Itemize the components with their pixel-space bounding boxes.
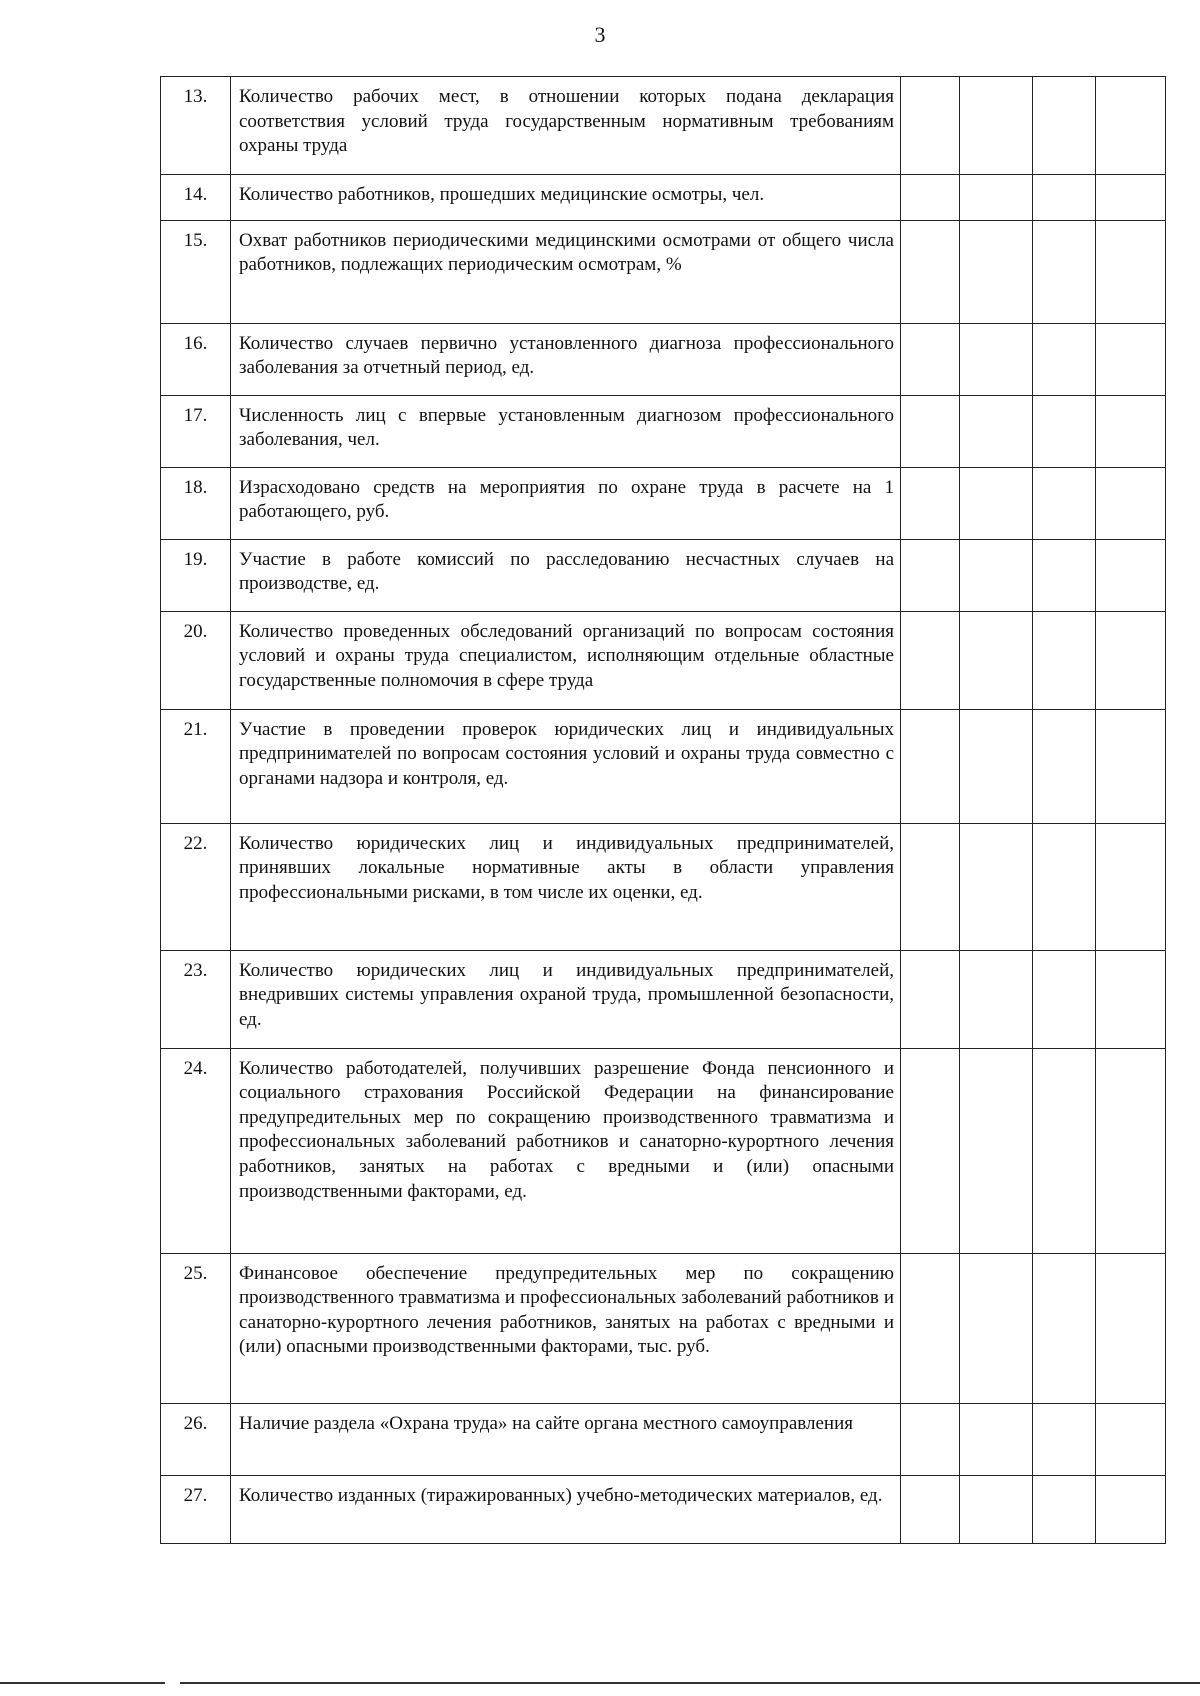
value-cell-3: [1033, 950, 1096, 1048]
value-cell-3: [1033, 1253, 1096, 1403]
indicator-description: Численность лиц с впервые установленным диагнозом профессионального заболевания, чел.: [231, 395, 901, 467]
value-cell-1: [901, 467, 960, 539]
value-cell-2: [960, 950, 1033, 1048]
value-cell-2: [960, 611, 1033, 709]
value-cell-2: [960, 395, 1033, 467]
value-cell-1: [901, 395, 960, 467]
value-cell-4: [1096, 709, 1166, 823]
table-row: [161, 395, 1166, 467]
value-cell-2: [960, 1475, 1033, 1543]
row-number: 26.: [161, 1403, 231, 1475]
value-cell-3: [1033, 323, 1096, 395]
page-number: 3: [594, 22, 606, 47]
row-number: 24.: [161, 1048, 231, 1253]
value-cell-4: [1096, 220, 1166, 323]
bottom-rule-left: [0, 1682, 165, 1684]
row-number: 15.: [161, 220, 231, 323]
value-cell-2: [960, 467, 1033, 539]
value-cell-1: [901, 823, 960, 950]
row-number: 19.: [161, 539, 231, 611]
value-cell-4: [1096, 950, 1166, 1048]
table-row: [161, 1475, 1166, 1543]
table-row: [161, 323, 1166, 395]
table-row: [161, 539, 1166, 611]
value-cell-1: [901, 1403, 960, 1475]
row-number: 23.: [161, 950, 231, 1048]
table-row: [161, 709, 1166, 823]
value-cell-2: [960, 77, 1033, 175]
value-cell-3: [1033, 77, 1096, 175]
table-row: [161, 1253, 1166, 1403]
value-cell-1: [901, 1253, 960, 1403]
table-row: [161, 950, 1166, 1048]
value-cell-3: [1033, 1475, 1096, 1543]
value-cell-3: [1033, 611, 1096, 709]
value-cell-1: [901, 77, 960, 175]
indicator-description: Количество юридических лиц и индивидуальных предпринимателей, внедривших системы управления охраной труда, промышленной безопасности, ед.: [231, 950, 901, 1048]
row-number: 16.: [161, 323, 231, 395]
table-row: [161, 823, 1166, 950]
value-cell-3: [1033, 175, 1096, 221]
row-number: 21.: [161, 709, 231, 823]
table-row: [161, 175, 1166, 221]
row-number: 25.: [161, 1253, 231, 1403]
indicators-table-body: [161, 77, 1166, 1544]
value-cell-2: [960, 323, 1033, 395]
value-cell-1: [901, 220, 960, 323]
row-number: 13.: [161, 77, 231, 175]
table-row: [161, 611, 1166, 709]
indicator-description: Участие в работе комиссий по расследованию несчастных случаев на производстве, ед.: [231, 539, 901, 611]
value-cell-1: [901, 323, 960, 395]
value-cell-2: [960, 220, 1033, 323]
indicators-table: [160, 76, 1166, 1544]
bottom-rule-right: [180, 1682, 1200, 1684]
row-number: 22.: [161, 823, 231, 950]
value-cell-4: [1096, 539, 1166, 611]
indicator-description: Финансовое обеспечение предупредительных мер по сокращению производственного травматизма и профессиональных заболеваний работников и санаторно-курортного лечения работников, занятых на работах с вредными и (или) опасными производственными факторами, тыс. руб.: [231, 1253, 901, 1403]
value-cell-4: [1096, 1475, 1166, 1543]
value-cell-1: [901, 1475, 960, 1543]
table-row: [161, 1403, 1166, 1475]
value-cell-1: [901, 175, 960, 221]
value-cell-4: [1096, 1253, 1166, 1403]
row-number: 14.: [161, 175, 231, 221]
value-cell-4: [1096, 175, 1166, 221]
indicator-description: Количество изданных (тиражированных) учебно-методических материалов, ед.: [231, 1475, 901, 1543]
indicator-description: Количество проведенных обследований организаций по вопросам состояния условий и охраны труда специалистом, исполняющим отдельные областные государственные полномочия в сфере труда: [231, 611, 901, 709]
value-cell-1: [901, 539, 960, 611]
indicator-description: Охват работников периодическими медицинскими осмотрами от общего числа работников, подлежащих периодическим осмотрам, %: [231, 220, 901, 323]
value-cell-3: [1033, 709, 1096, 823]
indicator-description: Израсходовано средств на мероприятия по охране труда в расчете на 1 работающего, руб.: [231, 467, 901, 539]
value-cell-1: [901, 709, 960, 823]
value-cell-2: [960, 823, 1033, 950]
value-cell-1: [901, 1048, 960, 1253]
value-cell-3: [1033, 539, 1096, 611]
indicator-description: Количество юридических лиц и индивидуальных предпринимателей, принявших локальные нормативные акты в области управления профессиональными рисками, в том числе их оценки, ед.: [231, 823, 901, 950]
value-cell-4: [1096, 823, 1166, 950]
indicator-description: Количество работодателей, получивших разрешение Фонда пенсионного и социального страхования Российской Федерации на финансирование предупредительных мер по сокращению производственного травматизма и профессиональных заболеваний работников и санаторно-курортного лечения работников, занятых на работах с вредными и (или) опасными производственными факторами, ед.: [231, 1048, 901, 1253]
value-cell-4: [1096, 1403, 1166, 1475]
value-cell-1: [901, 950, 960, 1048]
value-cell-4: [1096, 1048, 1166, 1253]
value-cell-1: [901, 611, 960, 709]
value-cell-2: [960, 1048, 1033, 1253]
table-row: [161, 77, 1166, 175]
value-cell-3: [1033, 1048, 1096, 1253]
indicator-description: Количество рабочих мест, в отношении которых подана декларация соответствия условий труда государственным нормативным требованиям охраны труда: [231, 77, 901, 175]
row-number: 27.: [161, 1475, 231, 1543]
value-cell-2: [960, 1253, 1033, 1403]
value-cell-4: [1096, 77, 1166, 175]
row-number: 18.: [161, 467, 231, 539]
indicator-description: Участие в проведении проверок юридических лиц и индивидуальных предпринимателей по вопросам состояния условий и охраны труда совместно с органами надзора и контроля, ед.: [231, 709, 901, 823]
value-cell-2: [960, 175, 1033, 221]
value-cell-3: [1033, 220, 1096, 323]
value-cell-4: [1096, 611, 1166, 709]
value-cell-4: [1096, 395, 1166, 467]
value-cell-3: [1033, 823, 1096, 950]
table-row: [161, 1048, 1166, 1253]
value-cell-4: [1096, 467, 1166, 539]
value-cell-3: [1033, 467, 1096, 539]
value-cell-2: [960, 539, 1033, 611]
value-cell-4: [1096, 323, 1166, 395]
row-number: 20.: [161, 611, 231, 709]
row-number: 17.: [161, 395, 231, 467]
value-cell-2: [960, 1403, 1033, 1475]
indicator-description: Количество случаев первично установленного диагноза профессионального заболевания за отчетный период, ед.: [231, 323, 901, 395]
table-row: [161, 220, 1166, 323]
value-cell-2: [960, 709, 1033, 823]
indicator-description: Количество работников, прошедших медицинские осмотры, чел.: [231, 175, 901, 221]
value-cell-3: [1033, 1403, 1096, 1475]
value-cell-3: [1033, 395, 1096, 467]
table-row: [161, 467, 1166, 539]
indicator-description: Наличие раздела «Охрана труда» на сайте органа местного самоуправления: [231, 1403, 901, 1475]
